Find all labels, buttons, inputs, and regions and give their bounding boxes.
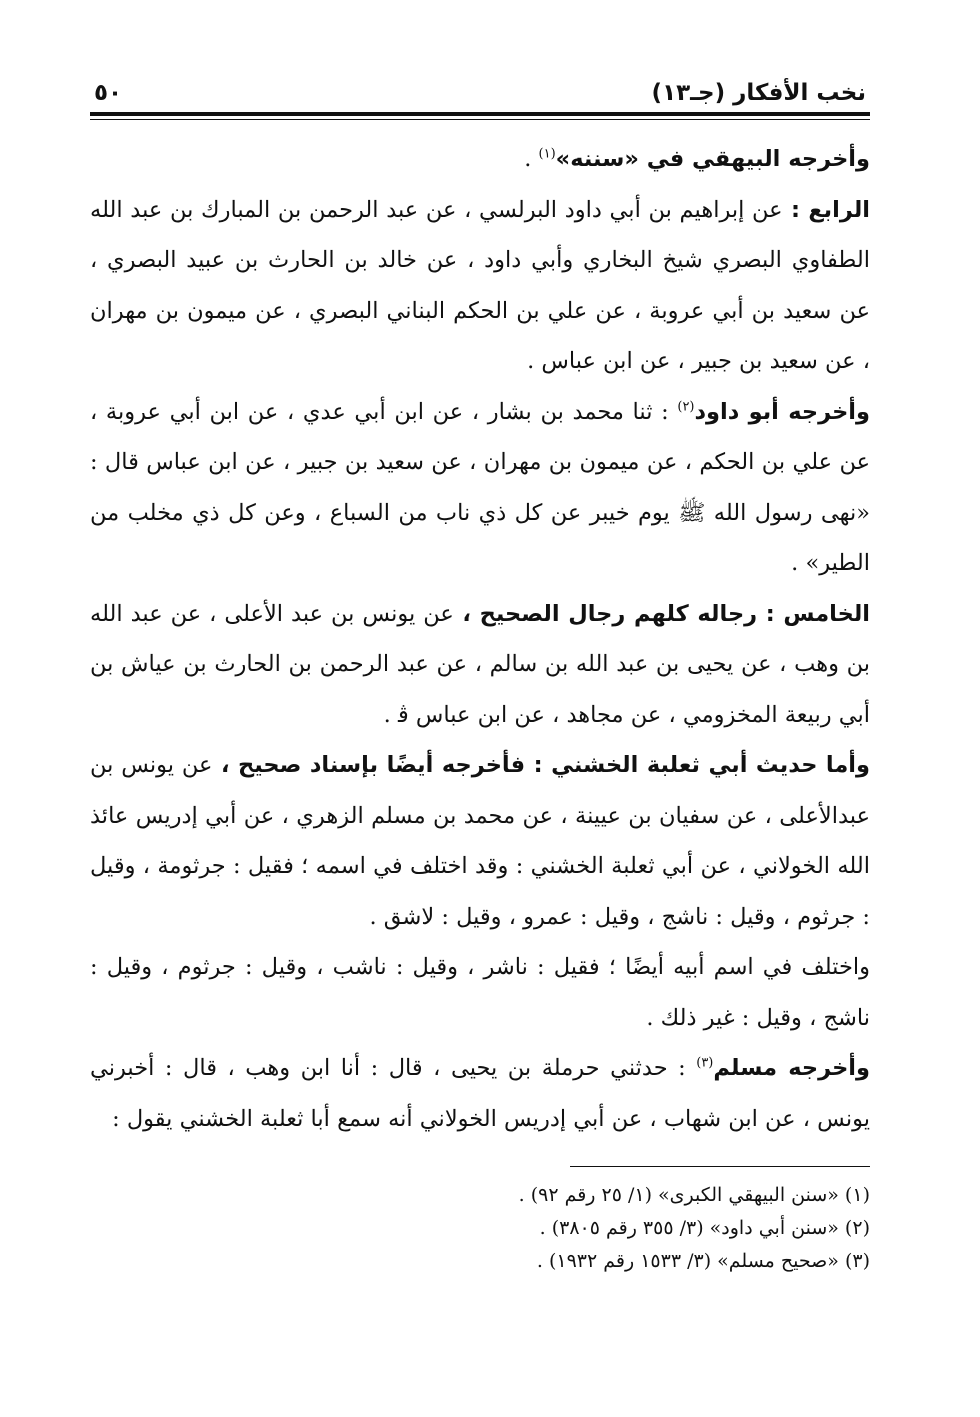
paragraph-text: واختلف في اسم أبيه أيضًا ؛ فقيل : ناشر ، وقيل : ناشب ، وقيل : جرثوم ، وقيل : ناشج ، وقيل : غير ذلك . <box>90 954 870 1031</box>
footnote-ref: (٢) <box>677 399 695 414</box>
footnote-separator <box>570 1166 870 1167</box>
footnote-ref: (٣) <box>696 1055 714 1071</box>
paragraph-text: : ثنا محمد بن بشار ، عن ابن أبي عدي ، عن ابن أبي عروبة ، عن علي بن الحكم ، عن ميمون بن مهران ، عن سعيد بن جبير ، عن ابن عباس قال : «نهى رسول الله ﷺ يوم خيبر عن كل ذي ناب من السباع ، وعن كل ذي مخلب من الطير» . <box>90 398 871 576</box>
paragraph-lead: الرابع : <box>782 196 871 223</box>
page-number: ٥٠ <box>94 80 123 106</box>
paragraph <box>90 387 870 589</box>
paragraph-lead: وأما حديث أبي ثعلبة الخشني : فأخرجه أيضًا بإسناد صحيح ، <box>212 752 870 778</box>
paragraph-text: عن إبراهيم بن أبي داود البرلسي ، عن عبد الرحمن بن المبارك بن عبد الله الطفاوي البصري شيخ البخاري وأبي داود ، عن خالد بن الحارث بن عبيد البصري ، عن سعيد بن أبي عروبة ، عن علي بن الحكم البناني البصري ، عن ميمون بن مهران ، عن سعيد بن جبير ، عن ابن عباس . <box>90 196 870 374</box>
paragraph-lead: وأخرجه مسلم <box>713 1055 870 1081</box>
footnote: (٢) «سنن أبي داود» (٣/ ٣٥٥ رقم ٣٨٠٥) . <box>539 1217 870 1239</box>
footnote: (١) «سنن البيهقي الكبرى» (١/ ٢٥ رقم ٩٢) . <box>518 1184 870 1206</box>
book-page <box>90 80 870 1278</box>
paragraph-text: عن يونس بن عبد الأعلى ، عن عبد الله بن وهب ، عن يحيى بن عبد الله بن سالم ، عن عبد الرحمن بن الحارث بن عياش بن أبي ربيعة المخزومي ، عن مجاهد ، عن ابن عباس ﭬ . <box>90 600 870 728</box>
footnotes <box>90 1179 870 1278</box>
paragraph-text: عن يونس بن عبدالأعلى ، عن سفيان بن عيينة ، عن محمد بن مسلم الزهري ، عن أبي إدريس عائذ الله الخولاني ، عن أبي ثعلبة الخشني : وقد اختلف في اسمه ؛ فقيل : جرثومة ، وقيل : جرثوم ، وقيل : ناشج ، وقيل : عمرو ، وقيل : لاشق . <box>90 752 870 930</box>
book-title: نخب الأفكار (جـ١٣) <box>651 80 866 106</box>
paragraph <box>90 589 870 741</box>
paragraph-lead: وأخرجه أبو داود <box>694 398 870 425</box>
paragraph-text: : حدثني حرملة بن يحيى ، قال : أنا ابن وهب ، قال : أخبرني يونس ، عن ابن شهاب ، عن أبي إدريس الخولاني أنه سمع أبا ثعلبة الخشني يقول : <box>90 1055 870 1132</box>
paragraph <box>90 185 870 387</box>
footnote-ref: (١) <box>538 146 556 162</box>
main-text <box>90 134 870 1144</box>
paragraph <box>90 740 870 942</box>
footnote: (٣) «صحيح مسلم» (٣/ ١٥٣٣ رقم ١٩٣٢) . <box>536 1250 870 1272</box>
paragraph-text: . <box>524 146 539 172</box>
paragraph <box>90 134 870 185</box>
paragraph-lead: الخامس : رجاله كلهم رجال الصحيح ، <box>453 600 870 627</box>
paragraph <box>90 942 870 1043</box>
header-rule-thick <box>90 112 870 116</box>
paragraph-lead: وأخرجه البيهقي في «سننه» <box>555 146 870 172</box>
header-rule-thin <box>90 119 870 120</box>
running-header <box>90 80 870 112</box>
paragraph <box>90 1043 870 1144</box>
